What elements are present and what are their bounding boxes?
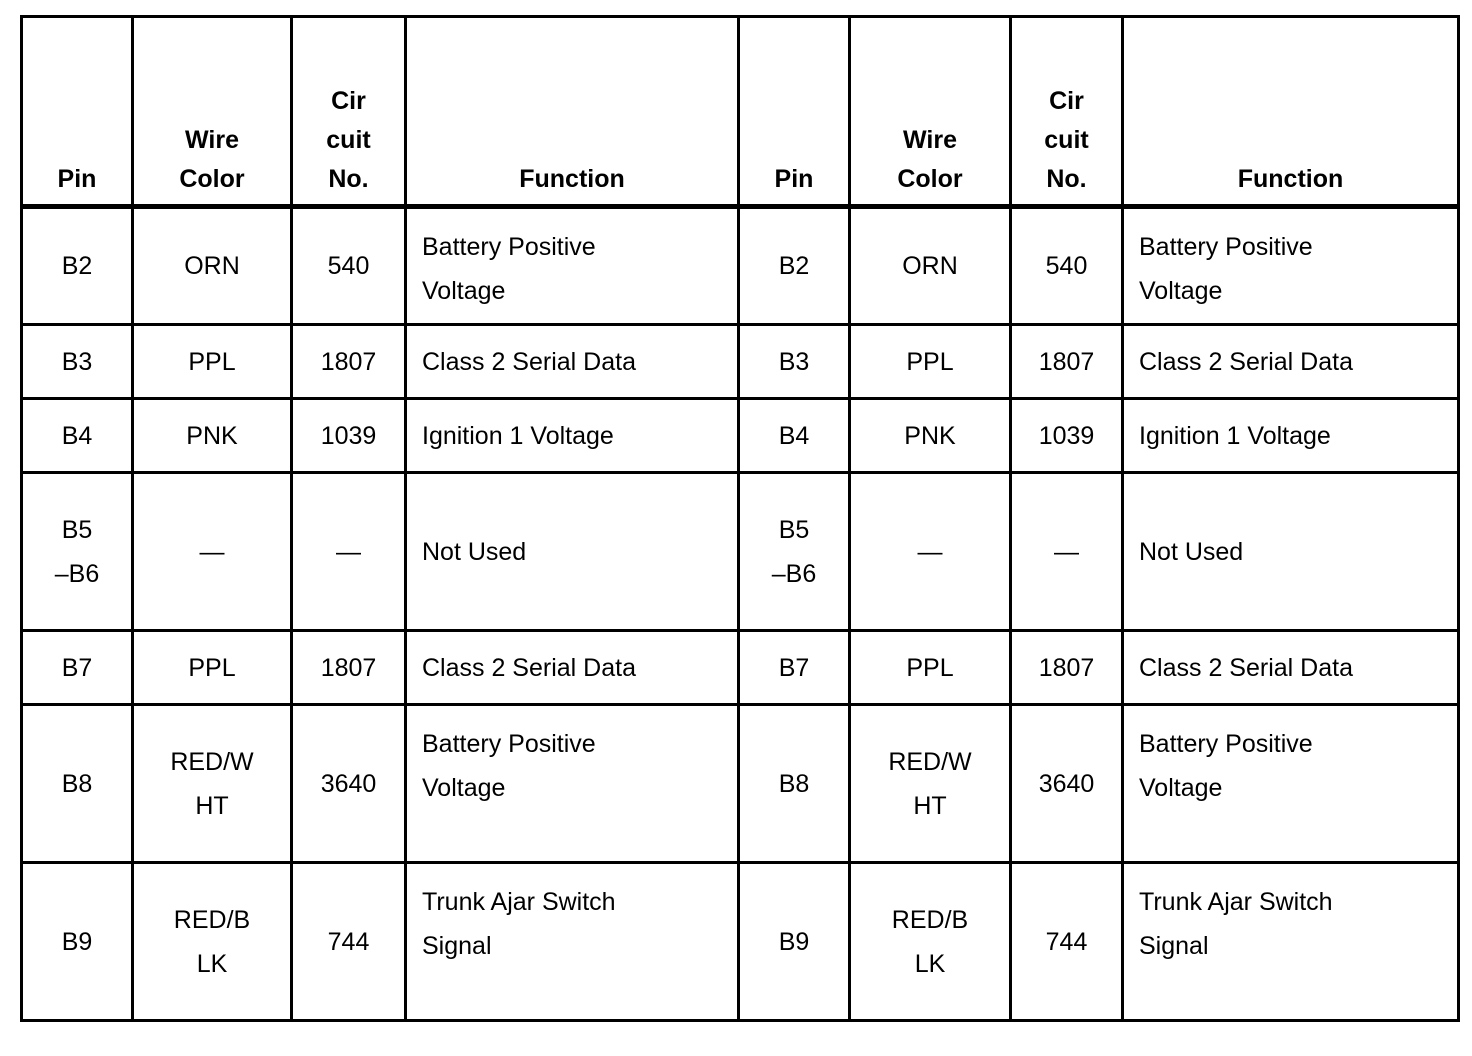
cell-circuit-no: 3640 (292, 705, 406, 863)
cell-wire-color: PPL (850, 325, 1011, 399)
header-function: Function (1123, 17, 1459, 207)
cell-circuit-no: 1039 (1011, 399, 1123, 473)
cell-circuit-no: 1039 (292, 399, 406, 473)
header-wire-color: Wire Color (850, 17, 1011, 207)
table-row (22, 705, 1459, 863)
cell-function: Not Used (1123, 473, 1459, 631)
pin-assignment-table (20, 15, 1460, 1022)
cell-pin: B5 –B6 (739, 473, 850, 631)
table-row (22, 399, 1459, 473)
cell-wire-color: PPL (133, 631, 292, 705)
table-row (22, 325, 1459, 399)
cell-wire-color: ORN (850, 207, 1011, 325)
cell-wire-color: RED/W HT (850, 705, 1011, 863)
table-row (22, 473, 1459, 631)
cell-function: Class 2 Serial Data (1123, 325, 1459, 399)
cell-pin: B8 (22, 705, 133, 863)
cell-pin: B7 (739, 631, 850, 705)
header-row (22, 17, 1459, 207)
cell-function: Battery Positive Voltage (1123, 705, 1459, 863)
table-row (22, 863, 1459, 1021)
cell-circuit-no: 3640 (1011, 705, 1123, 863)
header-pin: Pin (739, 17, 850, 207)
cell-pin: B7 (22, 631, 133, 705)
cell-circuit-no: — (1011, 473, 1123, 631)
cell-function: Battery Positive Voltage (406, 705, 739, 863)
cell-function: Battery Positive Voltage (406, 207, 739, 325)
cell-function: Trunk Ajar Switch Signal (1123, 863, 1459, 1021)
cell-wire-color: PNK (850, 399, 1011, 473)
cell-pin: B5 –B6 (22, 473, 133, 631)
cell-pin: B4 (22, 399, 133, 473)
cell-function: Trunk Ajar Switch Signal (406, 863, 739, 1021)
cell-wire-color: — (850, 473, 1011, 631)
cell-circuit-no: 1807 (292, 325, 406, 399)
cell-function: Class 2 Serial Data (406, 631, 739, 705)
cell-circuit-no: 744 (292, 863, 406, 1021)
cell-circuit-no: 1807 (292, 631, 406, 705)
cell-wire-color: — (133, 473, 292, 631)
cell-pin: B2 (739, 207, 850, 325)
table-row (22, 207, 1459, 325)
cell-circuit-no: 1807 (1011, 325, 1123, 399)
cell-function: Battery Positive Voltage (1123, 207, 1459, 325)
cell-pin: B9 (739, 863, 850, 1021)
header-function: Function (406, 17, 739, 207)
cell-wire-color: RED/W HT (133, 705, 292, 863)
cell-function: Class 2 Serial Data (1123, 631, 1459, 705)
cell-circuit-no: — (292, 473, 406, 631)
cell-pin: B2 (22, 207, 133, 325)
cell-function: Ignition 1 Voltage (1123, 399, 1459, 473)
cell-wire-color: RED/B LK (850, 863, 1011, 1021)
cell-pin: B8 (739, 705, 850, 863)
cell-wire-color: PPL (850, 631, 1011, 705)
cell-wire-color: PPL (133, 325, 292, 399)
cell-pin: B4 (739, 399, 850, 473)
header-pin: Pin (22, 17, 133, 207)
cell-function: Class 2 Serial Data (406, 325, 739, 399)
cell-pin: B9 (22, 863, 133, 1021)
cell-circuit-no: 1807 (1011, 631, 1123, 705)
table-body (22, 207, 1459, 1021)
cell-wire-color: RED/B LK (133, 863, 292, 1021)
cell-wire-color: PNK (133, 399, 292, 473)
header-circuit-no: Cir cuit No. (292, 17, 406, 207)
cell-circuit-no: 540 (1011, 207, 1123, 325)
cell-circuit-no: 744 (1011, 863, 1123, 1021)
cell-function: Not Used (406, 473, 739, 631)
cell-pin: B3 (739, 325, 850, 399)
cell-function: Ignition 1 Voltage (406, 399, 739, 473)
cell-pin: B3 (22, 325, 133, 399)
cell-wire-color: ORN (133, 207, 292, 325)
table-row (22, 631, 1459, 705)
header-wire-color: Wire Color (133, 17, 292, 207)
cell-circuit-no: 540 (292, 207, 406, 325)
header-circuit-no: Cir cuit No. (1011, 17, 1123, 207)
